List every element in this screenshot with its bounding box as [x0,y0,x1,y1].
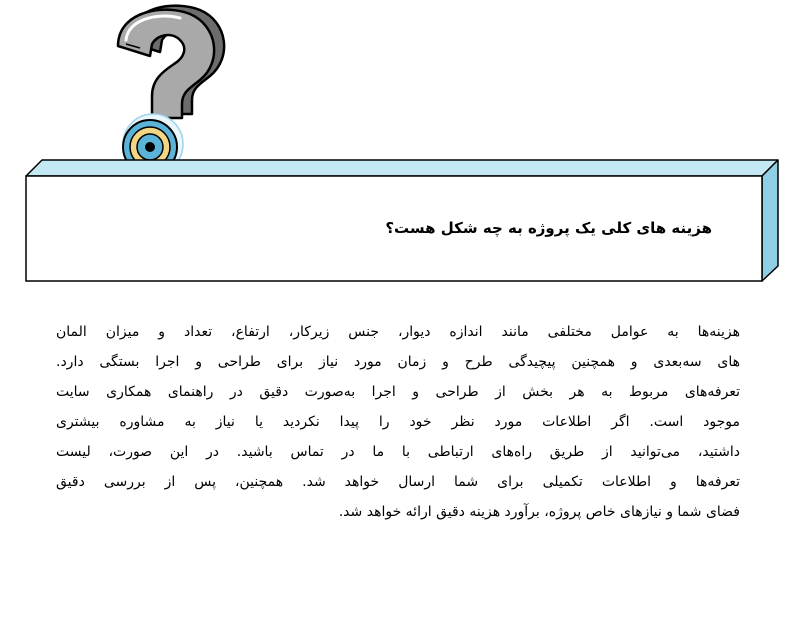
answer-line: های سه‌بعدی و همچنین پیچیدگی طرح و زمان مورد نیاز برای طراحی و اجرا بستگی دارد. [56,354,740,370]
question-box [0,0,805,300]
faq-answer [56,317,740,527]
answer-line: تعرفه‌ها و اطلاعات تکمیلی برای شما ارسال خواهد شد. همچنین، پس از بررسی دقیق [56,474,740,490]
answer-line: موجود است. اگر اطلاعات مورد نظر خود را پیدا نکردید یا نیاز به مشاوره بیشتری [56,414,740,430]
answer-line: داشتید، می‌توانید از طریق راه‌های ارتباطی با ما در تماس باشید. در این صورت، لیست [56,444,740,460]
faq-question: هزینه های کلی یک پروژه به چه شکل هست؟ [385,219,712,237]
answer-line: تعرفه‌های مربوط به هر بخش از طراحی و اجرا به‌صورت دقیق در راهنمای همکاری سایت [56,384,740,400]
answer-line: فضای شما و نیازهای خاص پروژه، برآورد هزینه دقیق ارائه خواهد شد. [338,504,740,520]
answer-line: هزینه‌ها به عوامل مختلفی مانند اندازه دیوار، جنس زیرکار، ارتفاع، تعداد و میزان المان [56,324,740,340]
